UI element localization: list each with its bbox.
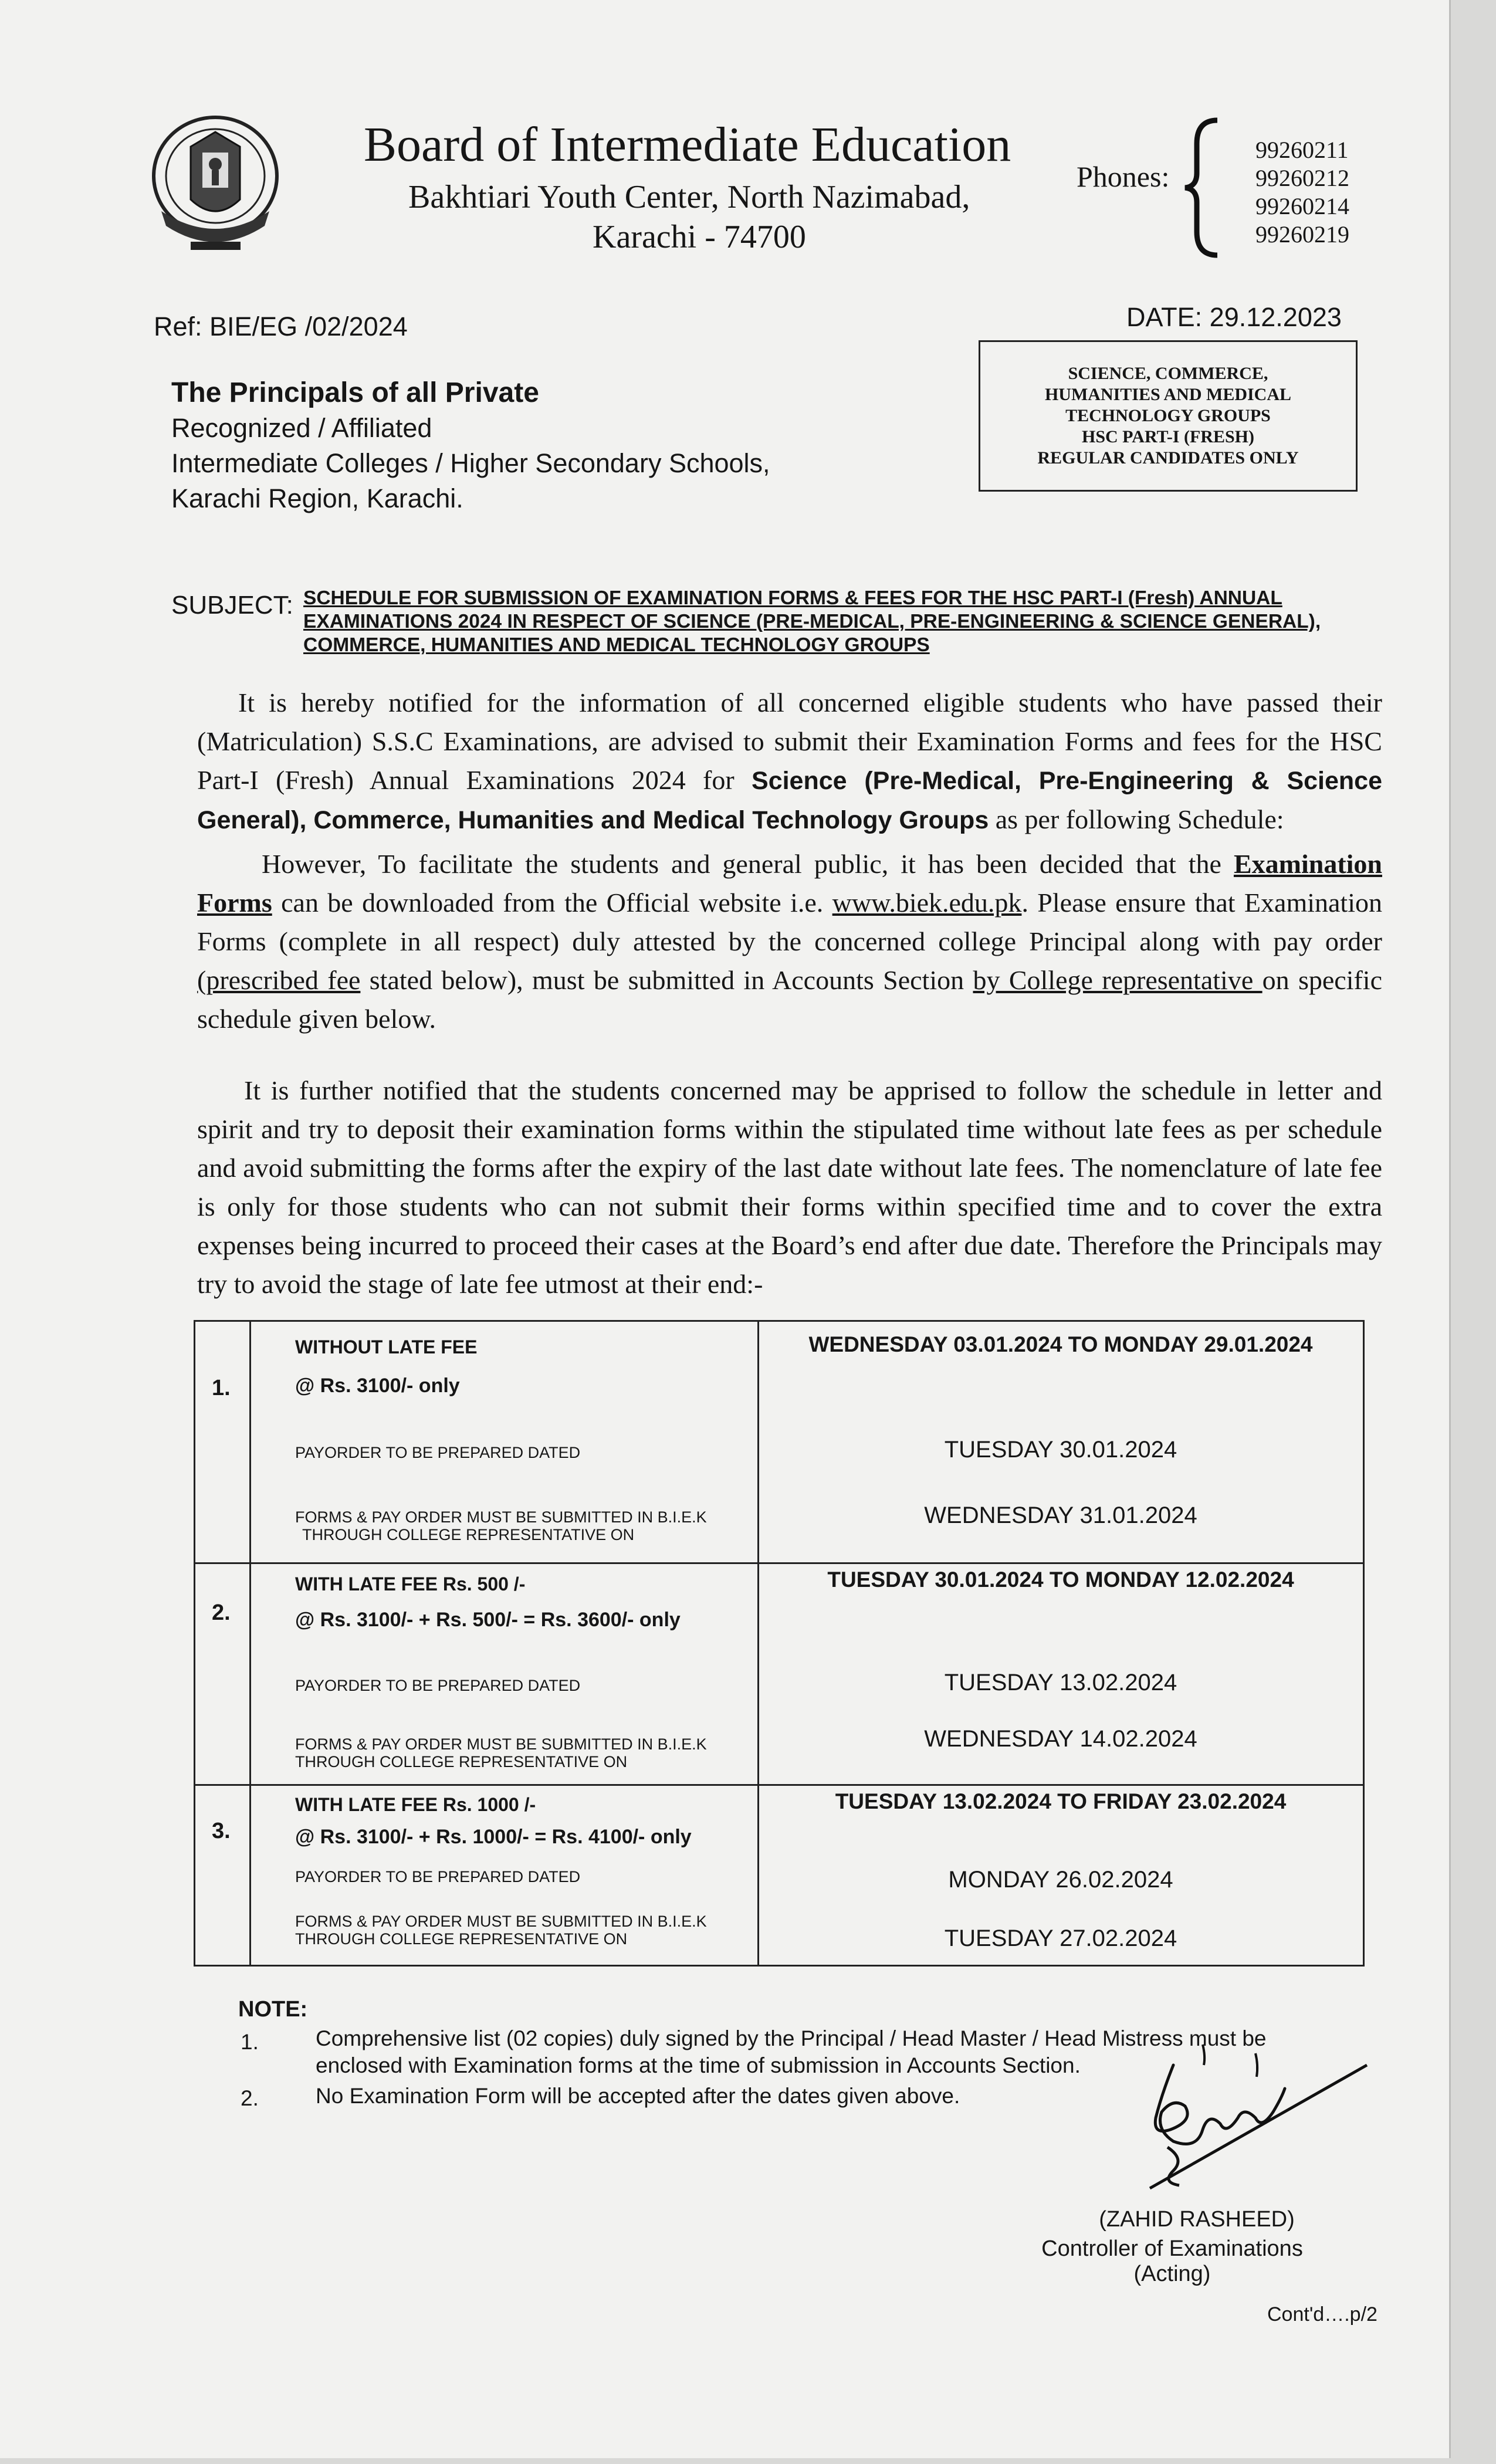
groups-box-line: HUMANITIES AND MEDICAL bbox=[1044, 385, 1292, 404]
submit-label-line2: THROUGH COLLEGE REPRESENTATIVE ON bbox=[295, 1930, 628, 1948]
para1-text-c: as per following Schedule: bbox=[989, 804, 1284, 834]
subject-text: SCHEDULE FOR SUBMISSION OF EXAMINATION FORMS & FEES FOR THE HSC PART-I (Fresh) ANNUAL EXAMINATIONS 2024 IN RESPECT OF SCIENCE (PRE-MEDICAL, PRE-ENGINEERING & SCIENCE GENERAL), COMMERCE, HUMANITIES AND MEDICAL TECHNOLOGY GROUPS bbox=[303, 587, 1321, 656]
schedule-table bbox=[194, 1320, 1365, 1967]
letter-date: DATE: 29.12.2023 bbox=[1126, 302, 1342, 332]
submit-label bbox=[295, 1735, 707, 1771]
row-number: 2. bbox=[212, 1600, 231, 1625]
note-number: 1. bbox=[241, 2030, 259, 2054]
row-number: 1. bbox=[212, 1376, 231, 1400]
note-number: 2. bbox=[241, 2086, 259, 2110]
groups-box-line: REGULAR CANDIDATES ONLY bbox=[1037, 448, 1299, 468]
para1-text-a: It is hereby notified for the information of all concerned eligible students who have passed their (Matriculation) S.S.C Examinations, are advised to submit their Examination Forms and fees for the HSC Part-I (Fresh) Annual Examinations 2024 for bbox=[197, 688, 1382, 795]
recipient-line2: Recognized / Affiliated bbox=[171, 413, 432, 443]
submit-label bbox=[295, 1508, 707, 1544]
submit-label-line2: THROUGH COLLEGE REPRESENTATIVE ON bbox=[302, 1526, 635, 1544]
recipient-line3: Intermediate Colleges / Higher Secondary Schools, bbox=[171, 448, 770, 478]
notes-title: NOTE: bbox=[238, 1997, 308, 2022]
submission-period: TUESDAY 13.02.2024 TO FRIDAY 23.02.2024 bbox=[835, 1789, 1287, 1813]
phones-label: Phones: bbox=[1077, 160, 1170, 193]
submit-label-line1: FORMS & PAY ORDER MUST BE SUBMITTED IN B.I.E.K bbox=[295, 1913, 707, 1930]
org-address-line2: Karachi - 74700 bbox=[593, 219, 806, 255]
website-link[interactable]: www.biek.edu.pk bbox=[832, 888, 1022, 918]
groups-box-line: SCIENCE, COMMERCE, bbox=[1068, 364, 1268, 383]
para2-text-a: However, To facilitate the students and general public, it has been decided that the bbox=[262, 849, 1234, 879]
org-address-line1: Bakhtiari Youth Center, North Nazimabad, bbox=[408, 179, 970, 215]
groups-box-line: HSC PART-I (FRESH) bbox=[1082, 427, 1254, 446]
prescribed-fee-text: (prescribed fee bbox=[197, 965, 361, 995]
submit-label-line1: FORMS & PAY ORDER MUST BE SUBMITTED IN B.I.E.K bbox=[295, 1508, 707, 1526]
subject-label: SUBJECT: bbox=[171, 591, 293, 620]
submit-label-line2: THROUGH COLLEGE REPRESENTATIVE ON bbox=[295, 1753, 628, 1771]
payorder-label: PAYORDER TO BE PREPARED DATED bbox=[295, 1868, 581, 1886]
fee-rate: @ Rs. 3100/- + Rs. 500/- = Rs. 3600/- only bbox=[295, 1609, 681, 1631]
schedule-row-3 bbox=[195, 1784, 1363, 1965]
submit-label bbox=[295, 1913, 707, 1948]
fee-rate: @ Rs. 3100/- + Rs. 1000/- = Rs. 4100/- only bbox=[295, 1826, 692, 1848]
paragraph-3: It is further notified that the students concerned may be apprised to follow the schedule in letter and spirit and try to deposit their examination forms within the stipulated time without late fees as per schedule and avoid submitting the forms after the expiry of the last date without late fees. The nomenclature of late fee is only for those students who can not submit their forms within specified time and to cover the extra expenses being incurred to proceed their cases at the Board’s end after due date. Therefore the Principals may try to avoid the stage of late fee utmost at their end:- bbox=[197, 1075, 1382, 1299]
note-item-2: No Examination Form will be accepted after the dates given above. bbox=[316, 2084, 960, 2108]
handwritten-signature bbox=[1138, 2042, 1373, 2212]
payorder-date: MONDAY 26.02.2024 bbox=[948, 1867, 1173, 1893]
board-seal-logo bbox=[150, 111, 282, 258]
board-seal-icon bbox=[150, 111, 282, 258]
fee-label: WITH LATE FEE Rs. 500 /- bbox=[295, 1573, 526, 1595]
submission-period: TUESDAY 30.01.2024 TO MONDAY 12.02.2024 bbox=[827, 1568, 1294, 1592]
para1-text-bold: Science (Pre-Medical, Pre-Engineering & Science General), Commerce, Humanities and Medical Technology Groups bbox=[197, 767, 1383, 834]
fee-label: WITH LATE FEE Rs. 1000 /- bbox=[295, 1794, 536, 1815]
continued-marker: Cont'd….p/2 bbox=[1267, 2303, 1377, 2326]
submit-date: WEDNESDAY 31.01.2024 bbox=[924, 1502, 1197, 1528]
phone-number: 99260214 bbox=[1255, 193, 1349, 219]
payorder-label: PAYORDER TO BE PREPARED DATED bbox=[295, 1677, 581, 1694]
signatory-title: Controller of Examinations (Acting) bbox=[1041, 2236, 1303, 2286]
org-title: Board of Intermediate Education bbox=[364, 117, 1011, 172]
para2-text-i: on specific schedule given below. bbox=[197, 965, 1382, 1034]
recipient-line4: Karachi Region, Karachi. bbox=[171, 483, 463, 513]
schedule-row-1 bbox=[195, 1322, 1363, 1562]
recipient-address bbox=[171, 375, 770, 516]
row-number: 3. bbox=[212, 1819, 231, 1843]
submit-date: TUESDAY 27.02.2024 bbox=[944, 1925, 1177, 1951]
groups-box bbox=[979, 340, 1358, 492]
submit-date: WEDNESDAY 14.02.2024 bbox=[924, 1726, 1197, 1752]
submit-label-line1: FORMS & PAY ORDER MUST BE SUBMITTED IN B.I.E.K bbox=[295, 1735, 707, 1753]
examination-forms-emphasis: Examination Forms bbox=[197, 849, 1382, 918]
reference-number: Ref: BIE/EG /02/2024 bbox=[154, 312, 408, 341]
signatory-name: (ZAHID RASHEED) bbox=[1099, 2207, 1295, 2232]
fee-label: WITHOUT LATE FEE bbox=[295, 1336, 478, 1358]
paragraph-1 bbox=[197, 683, 1382, 840]
para2-text-c: can be downloaded from the Official website i.e. bbox=[272, 888, 832, 918]
submission-period: WEDNESDAY 03.01.2024 TO MONDAY 29.01.2024 bbox=[808, 1332, 1313, 1356]
note-1-line1: Comprehensive list (02 copies) duly signed by the Principal / Head Master / Head Mistress must be bbox=[316, 2026, 1267, 2050]
phone-numbers bbox=[1255, 136, 1349, 249]
para2-text-e: . Please ensure that Examination Forms (complete in all respect) duly attested by the concerned college Principal along with pay order bbox=[197, 888, 1382, 956]
phone-number: 99260219 bbox=[1255, 221, 1349, 248]
payorder-label: PAYORDER TO BE PREPARED DATED bbox=[295, 1444, 581, 1461]
college-representative-text: by College representative bbox=[973, 965, 1263, 995]
phone-number: 99260211 bbox=[1255, 137, 1349, 163]
note-1-line2: enclosed with Examination forms at the time of submission in Accounts Section. bbox=[316, 2053, 1081, 2077]
schedule-row-2 bbox=[195, 1562, 1363, 1784]
fee-rate: @ Rs. 3100/- only bbox=[295, 1375, 460, 1397]
paragraph-2 bbox=[197, 845, 1382, 1038]
groups-box-line: TECHNOLOGY GROUPS bbox=[1065, 406, 1271, 425]
recipient-line1: The Principals of all Private bbox=[171, 377, 539, 408]
payorder-date: TUESDAY 30.01.2024 bbox=[944, 1437, 1177, 1463]
phone-number: 99260212 bbox=[1255, 165, 1349, 191]
para2-text-g: stated below), must be submitted in Accounts Section bbox=[360, 965, 973, 995]
payorder-date: TUESDAY 13.02.2024 bbox=[944, 1670, 1177, 1695]
brace-icon bbox=[1182, 117, 1223, 258]
